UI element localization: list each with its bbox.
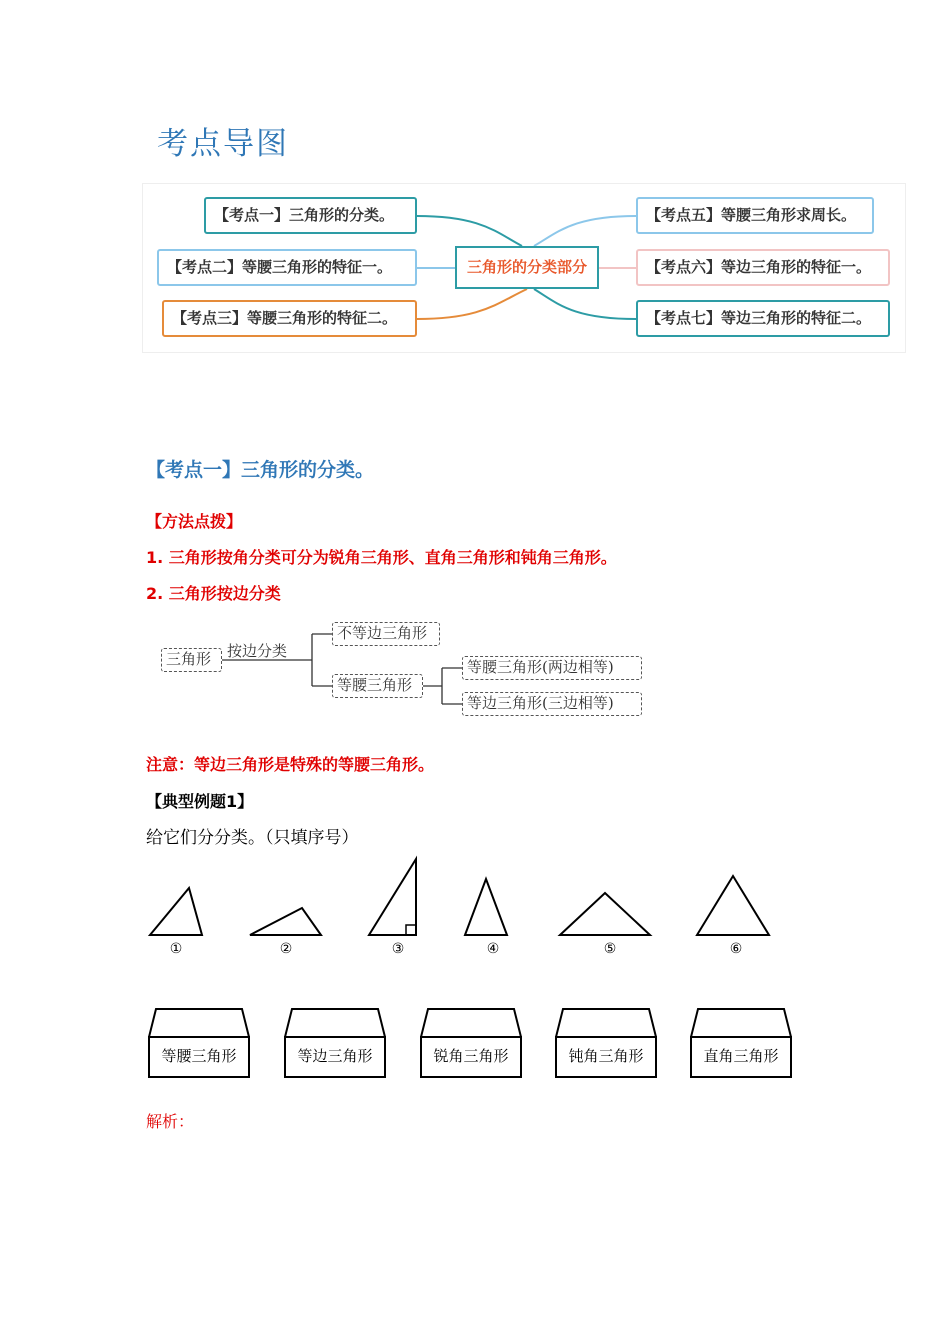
triangle-number-2: ② (279, 941, 293, 957)
diagram-isosceles-sub: 等腰三角形(两边相等) (462, 656, 642, 680)
bin-isosceles[interactable] (148, 1007, 250, 1079)
bin-label: 锐角三角形 (433, 1047, 509, 1065)
method-title: 【方法点拨】 (146, 512, 243, 531)
triangle-number-5: ⑤ (603, 941, 617, 957)
triangle-number-3: ③ (391, 941, 405, 957)
triangle-shapes (140, 855, 800, 940)
bin-obtuse[interactable] (555, 1007, 657, 1079)
mindmap-center: 三角形的分类部分 (455, 246, 599, 289)
mindmap-item-1: 【考点一】三角形的分类。 (204, 197, 417, 234)
diagram-isosceles: 等腰三角形 (332, 674, 423, 698)
diagram-edge-label: 按边分类 (227, 642, 288, 660)
triangle-6 (697, 876, 769, 935)
bin-label: 等边三角形 (297, 1047, 373, 1065)
triangle-number-1: ① (169, 941, 183, 957)
example-title: 【典型例题1】 (146, 792, 254, 811)
triangle-3 (369, 859, 416, 935)
mindmap-item-3: 【考点三】等腰三角形的特征二。 (162, 300, 417, 337)
mindmap-item-6: 【考点六】等边三角形的特征一。 (636, 249, 890, 286)
bin-right[interactable] (690, 1007, 792, 1079)
diagram-equilateral-sub: 等边三角形(三边相等) (462, 692, 642, 716)
bin-outline (148, 1007, 250, 1079)
diagram-root: 三角形 (161, 648, 222, 672)
right-angle-mark (406, 925, 416, 935)
triangle-number-4: ④ (486, 941, 500, 957)
mindmap-item-7: 【考点七】等边三角形的特征二。 (636, 300, 890, 337)
method-point-1: 1. 三角形按角分类可分为锐角三角形、直角三角形和钝角三角形。 (146, 548, 617, 567)
method-point-2: 2. 三角形按边分类 (146, 584, 281, 603)
bin-outline (284, 1007, 386, 1079)
triangle-1 (150, 888, 202, 935)
bin-outline (690, 1007, 792, 1079)
bin-label: 直角三角形 (703, 1047, 779, 1065)
bin-acute[interactable] (420, 1007, 522, 1079)
section-title: 【考点一】三角形的分类。 (146, 459, 375, 481)
triangle-5 (560, 893, 650, 935)
triangle-2 (250, 908, 321, 935)
mind-map (142, 183, 906, 353)
diagram-scalene: 不等边三角形 (332, 622, 440, 646)
mindmap-item-5: 【考点五】等腰三角形求周长。 (636, 197, 874, 234)
analysis-label: 解析： (146, 1112, 195, 1131)
page-heading: 考点导图 (157, 126, 289, 162)
mindmap-item-2: 【考点二】等腰三角形的特征一。 (157, 249, 417, 286)
bin-outline (420, 1007, 522, 1079)
triangle-row (140, 855, 800, 965)
bin-equilateral[interactable] (284, 1007, 386, 1079)
bin-label: 钝角三角形 (568, 1047, 644, 1065)
example-prompt: 给它们分分类。（只填序号） (146, 828, 359, 848)
classification-diagram (155, 618, 655, 728)
triangle-number-6: ⑥ (729, 941, 743, 957)
note: 注意：等边三角形是特殊的等腰三角形。 (146, 755, 435, 774)
triangle-4 (465, 879, 507, 935)
bin-outline (555, 1007, 657, 1079)
bin-label: 等腰三角形 (161, 1047, 237, 1065)
